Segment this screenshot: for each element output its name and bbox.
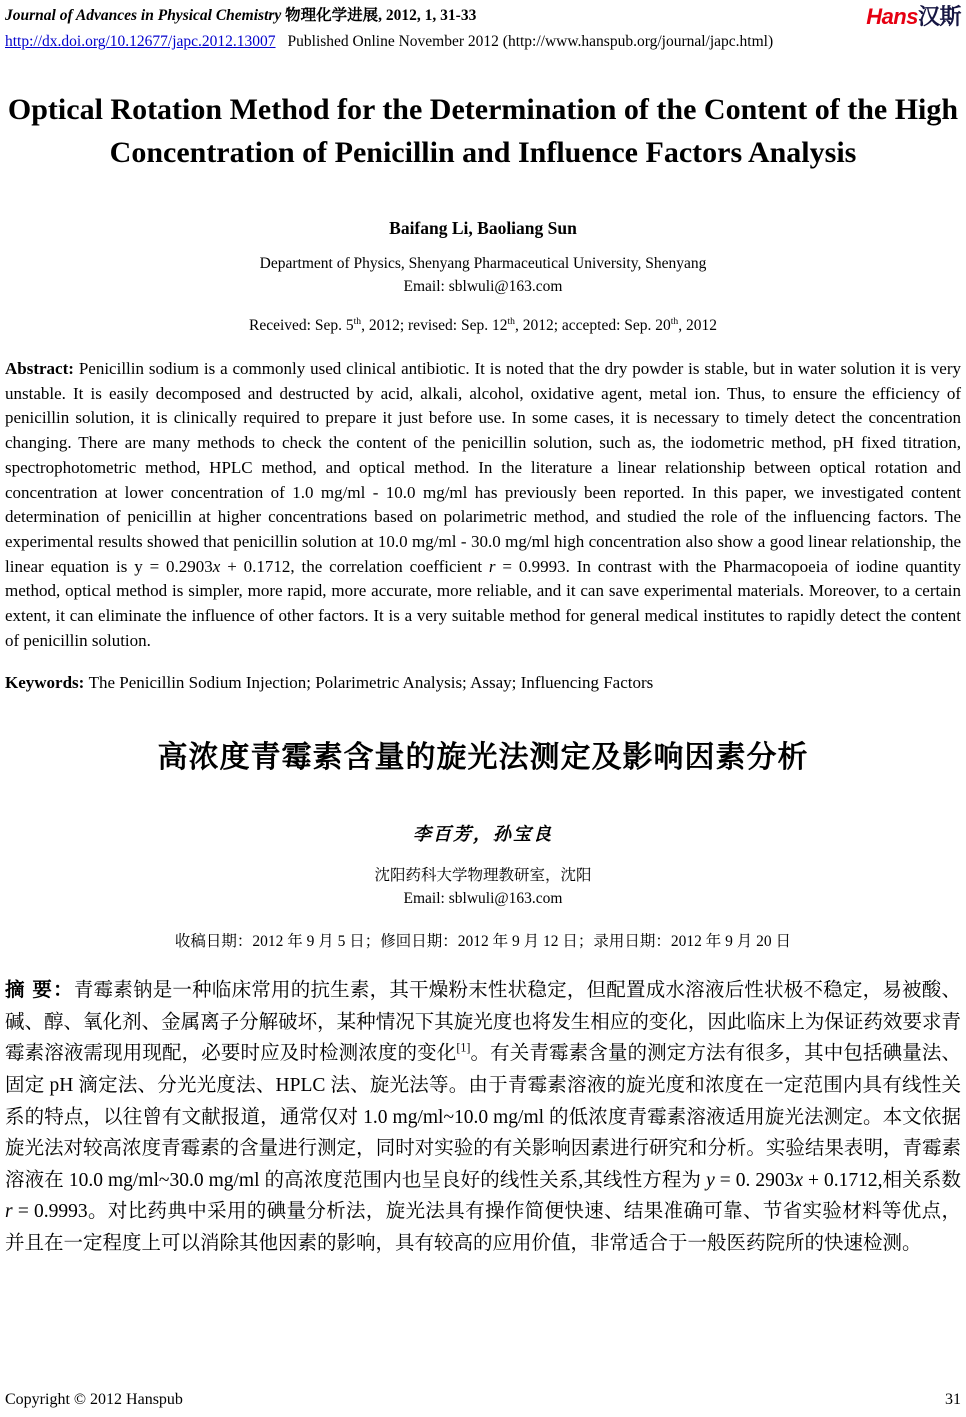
- abstract-en: Abstract: Penicillin sodium is a commonly used clinical antibiotic. It is noted that the dry powder is stable, but in water solution it is very unstable. It is easily decomposed and destructed by acid, alkali, alcohol, oxidative agent, metal ion. Thus, to ensure the efficiency of penicillin solution, it is clinically required to prepare it just before use. In some cases, it is necessary to timely detect the concentration changing. There are many methods to check the content of the penicillin solution, such as, the iodometric method, pH fixed titration, spectrophotometric method, HPLC method, and optical method. In the literature a linear relationship between optical rotation and concentration at lower concentration of 1.0 mg/ml - 10.0 mg/ml has previously been reported. In this paper, we investigated content determination of penicillin at higher concentrations based on polarimetric method, and studied the role of the influencing factors. The experimental results showed that penicillin solution at 10.0 mg/ml - 30.0 mg/ml high concentration also show a good linear relationship, the linear equation is y = 0.2903x + 0.1712, the correlation coefficient r = 0.9993. In contrast with the Pharmacopoeia of iodine quantity method, optical method is simpler, more rapid, more accurate, more reliable, and it can save experimental materials. Moreover, to a certain extent, it can eliminate the influence of other factors. It is a very suitable method for general medical institutes to rapidly detect the content of penicillin solution.: [5, 359, 961, 650]
- journal-name: Journal of Advances in Physical Chemistry: [5, 7, 282, 24]
- dates-cn-line: 收稿日期：2012 年 9 月 5 日；修回日期：2012 年 9 月 12 日；录用日期：2012 年 9 月 20 日: [174, 933, 792, 951]
- doi-link[interactable]: http://dx.doi.org/10.12677/japc.2012.13007: [5, 33, 276, 50]
- email-cn: Email: sblwuli@163.com: [403, 890, 563, 908]
- received-dates-line: Received: Sep. 5th, 2012; revised: Sep. 12th, 2012; accepted: Sep. 20th, 2012: [249, 315, 717, 334]
- journal-header-line: [5, 5, 476, 26]
- paper-title-cn: 高浓度青霉素含量的旋光法测定及影响因素分析: [157, 741, 809, 775]
- hans-logo-en: Hans: [866, 4, 918, 29]
- authors-cn: 李百芳，孙宝良: [413, 824, 553, 845]
- copyright-text: Copyright © 2012 Hanspub: [5, 1391, 183, 1408]
- hans-publisher-logo: [866, 5, 961, 29]
- authors-en: Baifang Li, Baoliang Sun: [389, 218, 577, 238]
- abstract-cn: 摘 要：青霉素钠是一种临床常用的抗生素，其干燥粉末性状稳定，但配置成水溶液后性状极不稳定，易被酸、碱、醇、氧化剂、金属离子分解破坏，某种情况下其旋光度也将发生相应的变化，因此临床上为保证药效要求青霉素溶液需现用现配，必要时应及时检测浓度的变化[1]。有关青霉素含量的测定方法有很多，其中包括碘量法、固定 pH 滴定法、分光光度法、HPLC 法、旋光法等。由于青霉素溶液的旋光度和浓度在一定范围内具有线性关系的特点，以往曾有文献报道，通常仅对 1.0 mg/ml~10.0 mg/ml 的低浓度青霉素溶液适用旋光法测定。本文依据旋光法对较高浓度青霉素的含量进行测定，同时对实验的有关影响因素进行研究和分析。实验结果表明，青霉素溶液在 10.0 mg/ml~30.0 mg/ml 的高浓度范围内也呈良好的线性关系,其线性方程为 y = 0. 2903x + 0.1712,相关系数 r = 0.9993。对比药典中采用的碘量分析法，旋光法具有操作简便快速、结果准确可靠、节省实验材料等优点，并且在一定程度上可以消除其他因素的影响，具有较高的应用价值，非常适合于一般医药院所的快速检测。: [5, 979, 961, 1254]
- affiliation-cn: 沈阳药科大学物理教研室，沈阳: [374, 867, 592, 885]
- hans-logo-cn: 汉斯: [917, 4, 961, 29]
- email-en: Email: sblwuli@163.com: [403, 278, 563, 295]
- header-line2: [5, 31, 961, 52]
- page-footer: [5, 1391, 961, 1409]
- published-online-text: Published Online November 2012 (http://www.hanspub.org/journal/japc.html): [287, 33, 774, 50]
- affiliation-en: Department of Physics, Shenyang Pharmaceutical University, Shenyang: [259, 255, 707, 272]
- paper-title-en: Optical Rotation Method for the Determination of the Content of the High Concentration of Penicillin and Influence Factors Analysis: [7, 93, 959, 169]
- keywords-line: Keywords: The Penicillin Sodium Injection; Polarimetric Analysis; Assay; Influencing Factors: [5, 673, 654, 693]
- header: [5, 5, 961, 29]
- page-number: 31: [945, 1391, 961, 1408]
- journal-volume-info: 物理化学进展, 2012, 1, 31-33: [281, 7, 477, 24]
